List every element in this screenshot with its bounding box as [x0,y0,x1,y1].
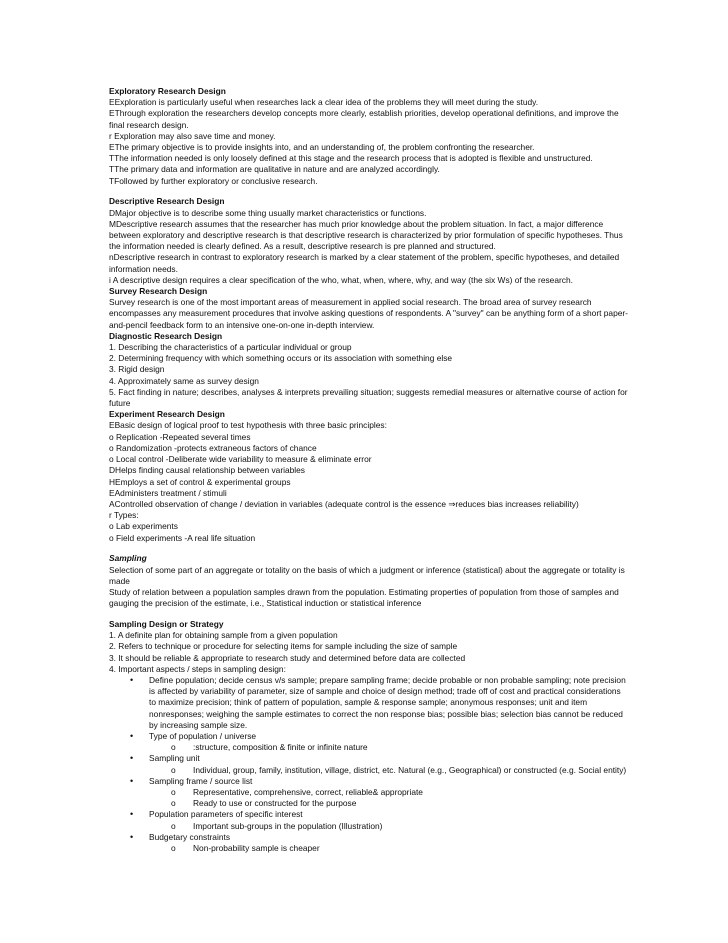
section-heading: Sampling Design or Strategy [109,618,224,629]
paragraph-line: 3. Rigid design [109,364,165,375]
section-heading: Diagnostic Research Design [109,330,223,341]
paragraph-line: EAdministers treatment / stimuli [109,487,227,498]
paragraph-line: 5. Fact finding in nature; describes, analyses & interprets prevailing situation; suggests remedial measures or alternative course of action for future [109,386,628,409]
bullet-text: Sampling unit [149,753,200,764]
paragraph-line: i A descriptive design requires a clear specification of the who, what, when, where, why, and way (the six Ws) of the research. [109,274,573,285]
sub-bullet-item [109,821,629,832]
section-exploratory [109,86,629,187]
paragraph-line: 2. Determining frequency with which something occurs or its association with something else [109,353,453,364]
circle-bullet-icon: o [171,820,176,831]
sub-bullet-text: Ready to use or constructed for the purpose [193,798,357,809]
paragraph-line: DMajor objective is to describe some thing usually market characteristics or functions. [109,207,427,218]
paragraph-line: 1. A definite plan for obtaining sample from a given population [109,630,338,641]
paragraph-line: 3. It should be reliable & appropriate to research study and determined before data are collected [109,652,466,663]
bullet-item [109,809,629,820]
paragraph-line: o Lab experiments [109,521,178,532]
sub-bullet-item [109,765,629,776]
paragraph-line: EExploration is particularly useful when researches lack a clear idea of the problems they will meet during the study. [109,97,539,108]
section-heading: Descriptive Research Design [109,196,225,207]
bullet-text: Type of population / universe [149,730,257,741]
circle-bullet-icon: o [171,798,176,809]
section-sampling-strategy [109,619,629,675]
paragraph-line: TFollowed by further exploratory or conclusive research. [109,175,318,186]
paragraph-line: EThe primary objective is to provide insights into, and an understanding of, the problem confronting the researcher. [109,142,535,153]
paragraph-line: o Local control -Deliberate wide variability to measure & eliminate error [109,454,372,465]
paragraph-line: 1. Describing the characteristics of a particular individual or group [109,342,352,353]
bullet-item [109,776,629,787]
paragraph-line: o Randomization -protects extraneous factors of chance [109,442,317,453]
section-heading: Survey Research Design [109,286,208,297]
paragraph-line: TThe primary data and information are qualitative in nature and are analyzed accordingly. [109,164,440,175]
sub-bullet-text: Representative, comprehensive, correct, reliable& appropriate [193,786,423,797]
bullet-text: Population parameters of specific interest [149,809,303,820]
paragraph-line: MDescriptive research assumes that the researcher has much prior knowledge about the problem situation. In fact, a major difference between exploratory and descriptive research is that descriptive research is characterized by prior formulation of specific hypotheses. Thus the information needed is clearly defined. As a result, descriptive research is pre planned and structured. [109,218,623,252]
document-page [109,86,629,854]
section-diagnostic [109,331,629,409]
section-experiment [109,409,629,543]
circle-bullet-icon: o [171,742,176,753]
sub-bullet-text: Individual, group, family, institution, village, district, etc. Natural (e.g., Geographical) or constructed (e.g. Social entity) [193,764,627,775]
section-heading: Exploratory Research Design [109,86,226,96]
bullet-text: Define population; decide census v/s sample; prepare sampling frame; decide probable or non probable sampling; note precision is affected by variability of parameter, size of sample and choice of design method; trade off of cost and practical considerations to maximize precision; think of pattern of population, sample & response sample; anonymous responses; unit and item nonresponses; weighing the sample estimates to correct the non response bias; possible bias; selection bias cannot be reduced by increasing sample size. [149,674,626,730]
section-sampling [109,553,629,609]
section-heading: Sampling [109,553,147,564]
paragraph-line: 4. Important aspects / steps in sampling design: [109,663,286,674]
paragraph-line: AControlled observation of change / deviation in variables (adequate control is the essence ⇒reduces bias increases reliability) [109,498,579,509]
bullet-icon: • [130,730,134,741]
circle-bullet-icon: o [171,786,176,797]
bullet-icon: • [130,775,134,786]
paragraph-line: r Exploration may also save time and money. [109,130,276,141]
paragraph-line: nDescriptive research in contrast to exploratory research is marked by a clear statement of the problem, specific hypotheses, and detailed information needs. [109,252,620,274]
bullet-icon: • [130,809,134,820]
bullet-icon: • [130,674,134,685]
bullet-icon: • [130,831,134,842]
section-descriptive [109,196,629,286]
circle-bullet-icon: o [171,842,176,853]
paragraph-line: 4. Approximately same as survey design [109,375,259,386]
sub-bullet-item [109,787,629,798]
sampling-aspects-list [109,675,629,854]
section-survey [109,286,629,331]
paragraph-line: EBasic design of logical proof to test hypothesis with three basic principles: [109,420,387,431]
bullet-item [109,753,629,764]
paragraph-line: DHelps finding causal relationship between variables [109,465,305,476]
paragraph-line: TThe information needed is only loosely defined at this stage and the research process that is adopted is flexible and unstructured. [109,153,593,164]
sub-bullet-text: :structure, composition & finite or infinite nature [193,742,368,753]
paragraph-line: o Field experiments -A real life situation [109,532,256,543]
bullet-item [109,675,629,731]
bullet-item [109,731,629,742]
sub-bullet-text: Non-probability sample is cheaper [193,842,320,853]
bullet-text: Budgetary constraints [149,831,231,842]
bullet-item [109,832,629,843]
paragraph-line: Survey research is one of the most important areas of measurement in applied social research. The broad area of survey research encompasses any measurement procedures that involve asking questions of respondents. A "survey" can be anything form of a short paper-and-pencil feedback form to an intensive one-on-one in-depth interview. [109,297,628,330]
section-heading: Experiment Research Design [109,409,225,420]
paragraph-line: 2. Refers to technique or procedure for selecting items for sample including the size of sample [109,641,458,652]
paragraph-line: EThrough exploration the researchers develop concepts more clearly, establish priorities, develop operational definitions, and improve the final research design. [109,108,619,130]
paragraph-line: o Replication -Repeated several times [109,431,251,442]
sub-bullet-item [109,843,629,854]
sub-bullet-item [109,798,629,809]
paragraph-line: Selection of some part of an aggregate or totality on the basis of which a judgment or inference (statistical) about the aggregate or totality is made [109,564,625,586]
paragraph-line: HEmploys a set of control & experimental groups [109,476,291,487]
paragraph-line: r Types: [109,510,139,521]
bullet-icon: • [130,753,134,764]
sub-bullet-item [109,742,629,753]
paragraph-line: Study of relation between a population samples drawn from the population. Estimating properties of population from those of samples and gauging the precision of the estimate, i.e., Statistical induction or statistical inference [109,586,619,609]
sub-bullet-text: Important sub-groups in the population (Illustration) [193,820,383,831]
circle-bullet-icon: o [171,764,176,775]
bullet-text: Sampling frame / source list [149,775,253,786]
